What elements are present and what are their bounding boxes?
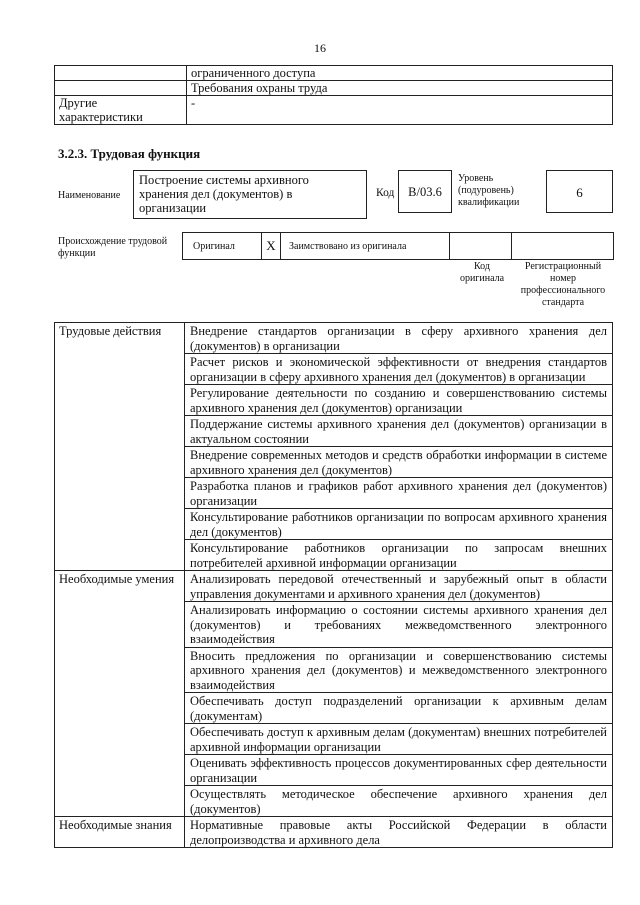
list-item: Расчет рисков и экономической эффективности от внедрения стандартов организации в сферу архивного хранения дел (документов) в организации — [185, 354, 613, 385]
row-label — [55, 81, 187, 96]
function-details-table — [54, 322, 613, 848]
list-item: Обеспечивать доступ подразделений организации к архивным делам (документам) — [185, 693, 613, 724]
level-field: 6 — [546, 170, 613, 213]
origin-divider — [449, 233, 450, 259]
code-label: Код — [376, 187, 395, 199]
section-heading: Трудовые действия — [55, 323, 185, 571]
function-code-field: B/03.6 — [398, 170, 452, 213]
origin-original-label: Оригинал — [193, 241, 235, 252]
list-item: Обеспечивать доступ к архивным делам (документам) внешних потребителей архивной информации организации — [185, 724, 613, 755]
section-title: 3.2.3. Трудовая функция — [58, 146, 201, 161]
continuation-table — [54, 65, 613, 125]
list-item: Анализировать передовой отечественный и зарубежный опыт в области управления документами и архивного хранения дел (документов) — [185, 571, 613, 602]
section-heading: Необходимые умения — [55, 571, 185, 817]
list-item: Анализировать информацию о состоянии системы архивного хранения дел (документов) и требованиях межведомственного электронного взаимодействия — [185, 602, 613, 648]
table-row — [55, 571, 613, 602]
row-value: - — [187, 96, 613, 125]
original-code-label: Код оригинала — [459, 261, 505, 284]
list-item: Поддержание системы архивного хранения дел (документов) организации в актуальном состоянии — [185, 416, 613, 447]
list-item: Внедрение стандартов организации в сферу архивного хранения дел (документов) в организации — [185, 323, 613, 354]
function-name-field: Построение системы архивного хранения дел (документов) в организации — [133, 170, 367, 219]
row-label: Другие характеристики — [55, 96, 187, 125]
table-row — [55, 96, 613, 125]
name-label: Наименование — [58, 190, 121, 201]
list-item: Консультирование работников организации по запросам внешних потребителей архивной информации организации — [185, 540, 613, 571]
table-row — [55, 323, 613, 354]
registration-number-label: Регистрационный номер профессионального стандарта — [520, 261, 606, 308]
list-item: Консультирование работников организации по вопросам архивного хранения дел (документов) — [185, 509, 613, 540]
origin-borrowed-label: Заимствовано из оригинала — [289, 241, 407, 252]
section-heading: Необходимые знания — [55, 817, 185, 848]
table-row — [55, 81, 613, 96]
table-row — [55, 817, 613, 848]
list-item: Оценивать эффективность процессов документированных сфер деятельности организации — [185, 755, 613, 786]
list-item: Осуществлять методическое обеспечение архивного хранения дел (документов) — [185, 786, 613, 817]
level-label: Уровень (подуровень) квалификации — [458, 173, 520, 208]
list-item: Внедрение современных методов и средств обработки информации в системе архивного хранения дел (документов) — [185, 447, 613, 478]
origin-divider — [511, 233, 512, 259]
origin-label: Происхождение трудовой функции — [58, 236, 168, 259]
list-item: Регулирование деятельности по созданию и совершенствованию системы архивного хранения дел (документов) организации — [185, 385, 613, 416]
list-item: Разработка планов и графиков работ архивного хранения дел (документов) организации — [185, 478, 613, 509]
origin-table — [182, 232, 614, 260]
list-item: Нормативные правовые акты Российской Федерации в области делопроизводства и архивного дела — [185, 817, 613, 848]
row-label — [55, 66, 187, 81]
row-value: ограниченного доступа — [187, 66, 613, 81]
list-item: Вносить предложения по организации и совершенствованию системы архивного хранения дел (документов) и межведомственного электронного взаимодействия — [185, 647, 613, 693]
table-row — [55, 66, 613, 81]
page-number: 16 — [314, 41, 326, 55]
row-value: Требования охраны труда — [187, 81, 613, 96]
origin-mark: X — [261, 233, 281, 259]
